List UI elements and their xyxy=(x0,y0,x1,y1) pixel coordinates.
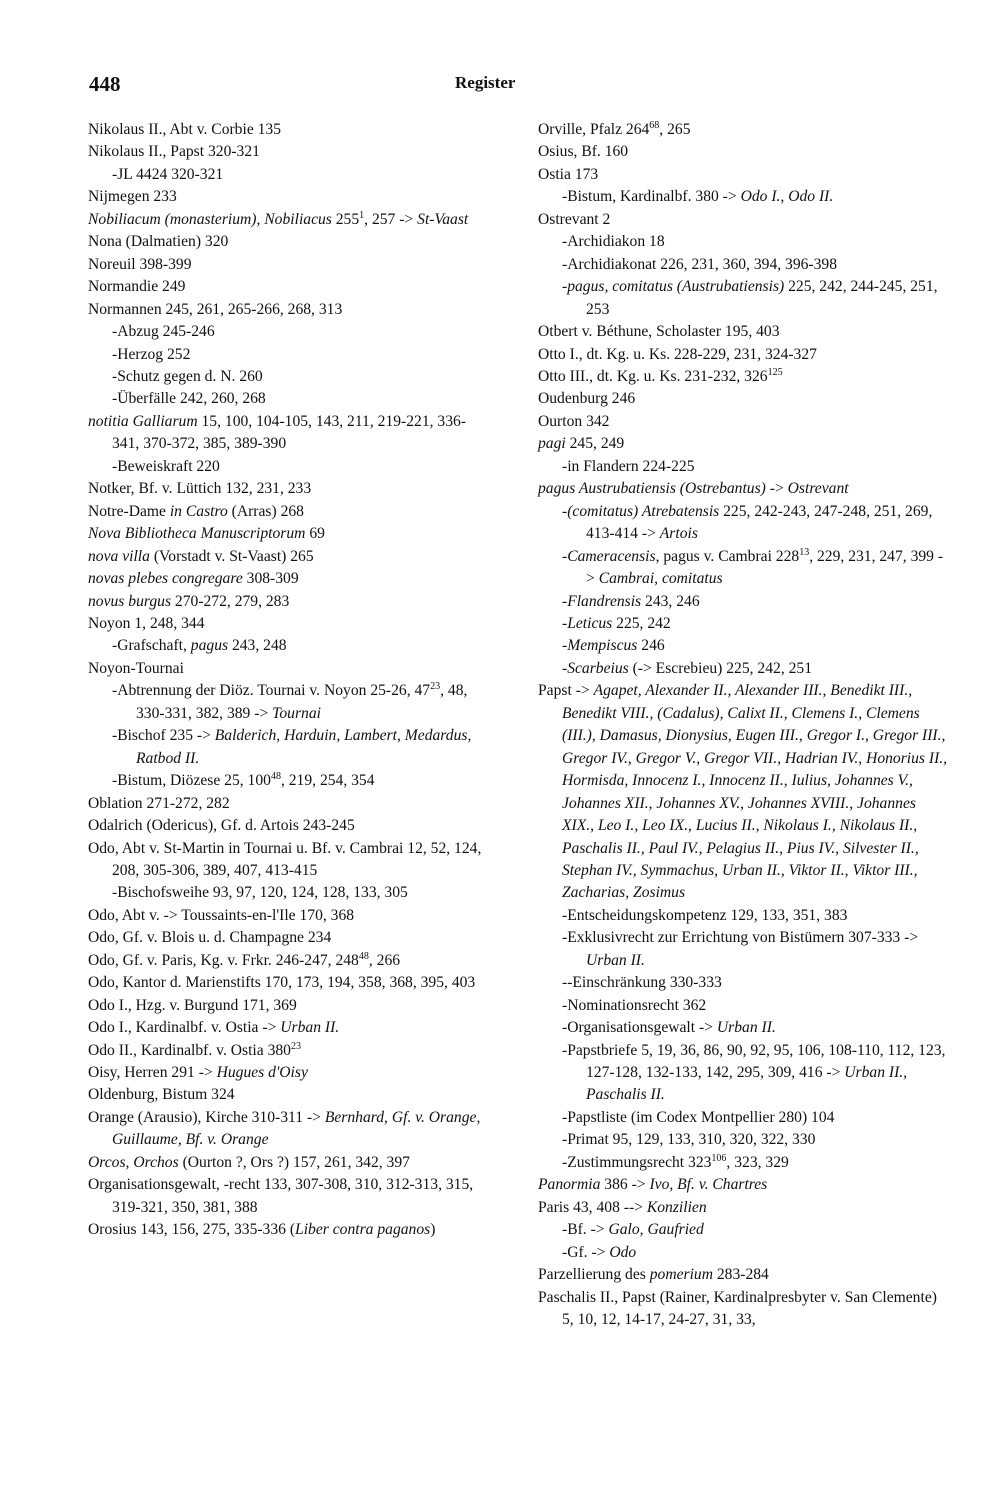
index-entry: nova villa (Vorstadt v. St-Vaast) 265 xyxy=(88,547,314,565)
index-entry: Otto III., dt. Kg. u. Ks. 231-232, $326^{125}$ xyxy=(538,366,783,385)
running-head: Register xyxy=(455,73,516,92)
index-subentry: -Grafschaft, pagus 243, 248 xyxy=(112,637,287,655)
index-subentry: -Primat 95, 129, 133, 310, 320, 322, 330 xyxy=(562,1131,816,1149)
index-entry: Normandie 249 xyxy=(88,278,186,296)
index-subentry: -Archidiakonat 226, 231, 360, 394, 396-398 xyxy=(562,255,838,273)
index-subentry: -Schutz gegen d. N. 260 xyxy=(112,367,263,385)
index-entry: Nikolaus II., Papst 320-321 xyxy=(88,143,260,161)
index-subentry: -(comitatus) Atrebatensis 225, 242-243, 247-248, 251, 269, 413-414 -> Artois xyxy=(562,502,933,543)
index-entry: Notker, Bf. v. Lüttich 132, 231, 233 xyxy=(88,480,312,498)
index-subentry: -Leticus 225, 242 xyxy=(562,614,671,632)
index-entry: Nobiliacum (monasterium), Nobiliacus $255^1$, 257 -> St-Vaast xyxy=(88,209,469,228)
index-entry: Odo, Abt v. St-Martin in Tournai u. Bf. v. Cambrai 12, 52, 124, 208, 305-306, 389, 407, 413-415 xyxy=(88,839,482,879)
index-subentry: -Mempiscus 246 xyxy=(562,637,665,655)
index-subentry: -Organisationsgewalt -> Urban II. xyxy=(562,1019,776,1037)
index-entry: Nijmegen 233 xyxy=(88,188,177,206)
index-entry: Normannen 245, 261, 265-266, 268, 313 xyxy=(88,300,343,318)
index-entry: Paschalis II., Papst (Rainer, Kardinalpresbyter v. San Clemente) 5, 10, 12, 14-17, 24-27, 31, 33, xyxy=(538,1288,937,1329)
index-entry: pagus Austrubatiensis (Ostrebantus) -> Ostrevant xyxy=(538,480,849,498)
index-entry: Nona (Dalmatien) 320 xyxy=(88,233,229,251)
index-subentry: -Cameracensis, pagus v. Cambrai $228^{13}$, 229, 231, 247, 399 -> Cambrai, comitatus xyxy=(562,546,944,588)
index-entry: Otbert v. Béthune, Scholaster 195, 403 xyxy=(538,323,780,341)
index-entry: Orange (Arausio), Kirche 310-311 -> Bernhard, Gf. v. Orange, Guillaume, Bf. v. Orange xyxy=(88,1108,481,1149)
index-entry: Odo, Gf. v. Blois u. d. Champagne 234 xyxy=(88,929,332,947)
index-subentry: -Herzog 252 xyxy=(112,345,191,363)
index-entry: Oldenburg, Bistum 324 xyxy=(88,1086,235,1104)
index-subentry: -Bistum, Kardinalbf. 380 -> Odo I., Odo II. xyxy=(562,188,834,206)
index-entry: Odo II., Kardinalbf. v. Ostia $380^{23}$ xyxy=(88,1040,301,1059)
index-subentry: -JL 4424 320-321 xyxy=(112,165,224,183)
index-entry: Papst -> Agapet, Alexander II., Alexander III., Benedikt III., Benedikt VIII., (Cadalus), Calixt II., Clemens I., Clemens (III.), Damasus, Dionysius, Eugen III., Gregor I., Gregor III., Gregor IV., Gregor V., Gregor VII., Hadrian IV., Honorius II., Hormisda, Innocenz I., Innocenz II., Iulius, Johannes V., Johannes XII., Johannes XV., Johannes XVIII., Johannes XIX., Leo I., Leo IX., Lucius II., Nikolaus I., Nikolaus II., Paschalis II., Paul IV., Pelagius II., Pius IV., Silvester II., Stephan IV., Symmachus, Urban II., Viktor II., Viktor III., Zacharias, Zosimus xyxy=(538,682,948,902)
index-entry: pagi 245, 249 xyxy=(538,435,625,453)
index-entry: Noyon 1, 248, 344 xyxy=(88,614,205,632)
index-entry: Orcos, Orchos (Ourton ?, Ors ?) 157, 261, 342, 397 xyxy=(88,1153,410,1171)
index-entry: Odalrich (Odericus), Gf. d. Artois 243-245 xyxy=(88,817,355,835)
index-entry: Ourton 342 xyxy=(538,412,610,430)
index-entry: Orville, Pfalz $264^{68}$, 265 xyxy=(538,119,691,138)
page-number: 448 xyxy=(89,72,121,96)
index-subentry: -Papstliste (im Codex Montpellier 280) 104 xyxy=(562,1108,835,1126)
index-entry: novus burgus 270-272, 279, 283 xyxy=(88,592,290,610)
index-entry: Otto I., dt. Kg. u. Ks. 228-229, 231, 324-327 xyxy=(538,345,817,363)
index-entry: Orosius 143, 156, 275, 335-336 (Liber contra paganos) xyxy=(88,1221,436,1239)
index-entry: Paris 43, 408 --> Konzilien xyxy=(538,1198,707,1216)
index-entry: Oudenburg 246 xyxy=(538,390,636,408)
index-entry: Noreuil 398-399 xyxy=(88,255,192,273)
index-entry: Ostrevant 2 xyxy=(538,210,611,228)
index-subentry: -Gf. -> Odo xyxy=(562,1243,637,1261)
index-subentry: -Bischofsweihe 93, 97, 120, 124, 128, 133, 305 xyxy=(112,884,408,902)
index-entry: Ostia 173 xyxy=(538,165,599,183)
index-entry: Odo, Gf. v. Paris, Kg. v. Frkr. 246-247, $248^{48}$, 266 xyxy=(88,950,401,969)
index-subentry: -Überfälle 242, 260, 268 xyxy=(112,390,266,408)
index-entry: Odo I., Hzg. v. Burgund 171, 369 xyxy=(88,996,297,1014)
index-subentry: -Abzug 245-246 xyxy=(112,323,215,341)
index-entry: Osius, Bf. 160 xyxy=(538,143,629,161)
index-entry: Nova Bibliotheca Manuscriptorum 69 xyxy=(88,525,325,543)
index-subentry: -Abtrennung der Diöz. Tournai v. Noyon 25-26, $47^{23}$, 48, 330-331, 382, 389 -> Tournai xyxy=(112,681,468,722)
index-entry: Organisationsgewalt, -recht 133, 307-308, 310, 312-313, 315, 319-321, 350, 381, 388 xyxy=(88,1176,474,1216)
index-entry: novas plebes congregare 308-309 xyxy=(88,570,299,588)
index-entry: Noyon-Tournai xyxy=(88,659,184,677)
index-subentry: -Archidiakon 18 xyxy=(562,233,665,251)
index-subentry: -in Flandern 224-225 xyxy=(562,457,695,475)
index-entry: notitia Galliarum 15, 100, 104-105, 143, 211, 219-221, 336-341, 370-372, 385, 389-390 xyxy=(88,412,467,453)
index-subentry: --Einschränkung 330-333 xyxy=(562,974,722,992)
index-subentry: -Exklusivrecht zur Errichtung von Bistümern 307-333 -> Urban II. xyxy=(562,929,919,969)
index-subentry: -Bf. -> Galo, Gaufried xyxy=(562,1221,704,1239)
index-subentry: -Nominationsrecht 362 xyxy=(562,996,707,1014)
index-subentry: -Papstbriefe 5, 19, 36, 86, 90, 92, 95, 106, 108-110, 112, 123, 127-128, 132-133, 142, 295, 309, 416 -> Urban II., Paschalis II. xyxy=(562,1041,946,1104)
index-subentry: -Zustimmungsrecht $323^{106}$, 323, 329 xyxy=(562,1152,789,1171)
index-subentry: -Beweiskraft 220 xyxy=(112,457,220,475)
index-entry: Panormia 386 -> Ivo, Bf. v. Chartres xyxy=(538,1176,768,1194)
index-entry: Odo, Abt v. -> Toussaints-en-l'Ile 170, 368 xyxy=(88,906,355,924)
index-subentry: -Bischof 235 -> Balderich, Harduin, Lambert, Medardus, Ratbod II. xyxy=(112,727,472,767)
index-entry: Parzellierung des pomerium 283-284 xyxy=(538,1266,769,1284)
index-entry: Odo, Kantor d. Marienstifts 170, 173, 194, 358, 368, 395, 403 xyxy=(88,974,476,992)
index-entry: Oblation 271-272, 282 xyxy=(88,794,230,812)
index-entry: Nikolaus II., Abt v. Corbie 135 xyxy=(88,121,282,138)
index-entry: Odo I., Kardinalbf. v. Ostia -> Urban II. xyxy=(88,1019,340,1037)
index-column-right xyxy=(538,119,950,1331)
index-subentry: -pagus, comitatus (Austrubatiensis) 225, 242, 244-245, 251, 253 xyxy=(562,278,938,318)
index-subentry: -Entscheidungskompetenz 129, 133, 351, 383 xyxy=(562,906,848,924)
index-subentry: -Flandrensis 243, 246 xyxy=(562,592,700,610)
index-subentry: -Scarbeius (-> Escrebieu) 225, 242, 251 xyxy=(562,659,813,677)
index-entry: Notre-Dame in Castro (Arras) 268 xyxy=(88,502,304,520)
index-column-left xyxy=(88,119,493,1242)
index-entry: Oisy, Herren 291 -> Hugues d'Oisy xyxy=(88,1064,308,1082)
index-subentry: -Bistum, Diözese 25, $100^{48}$, 219, 254, 354 xyxy=(112,770,375,790)
